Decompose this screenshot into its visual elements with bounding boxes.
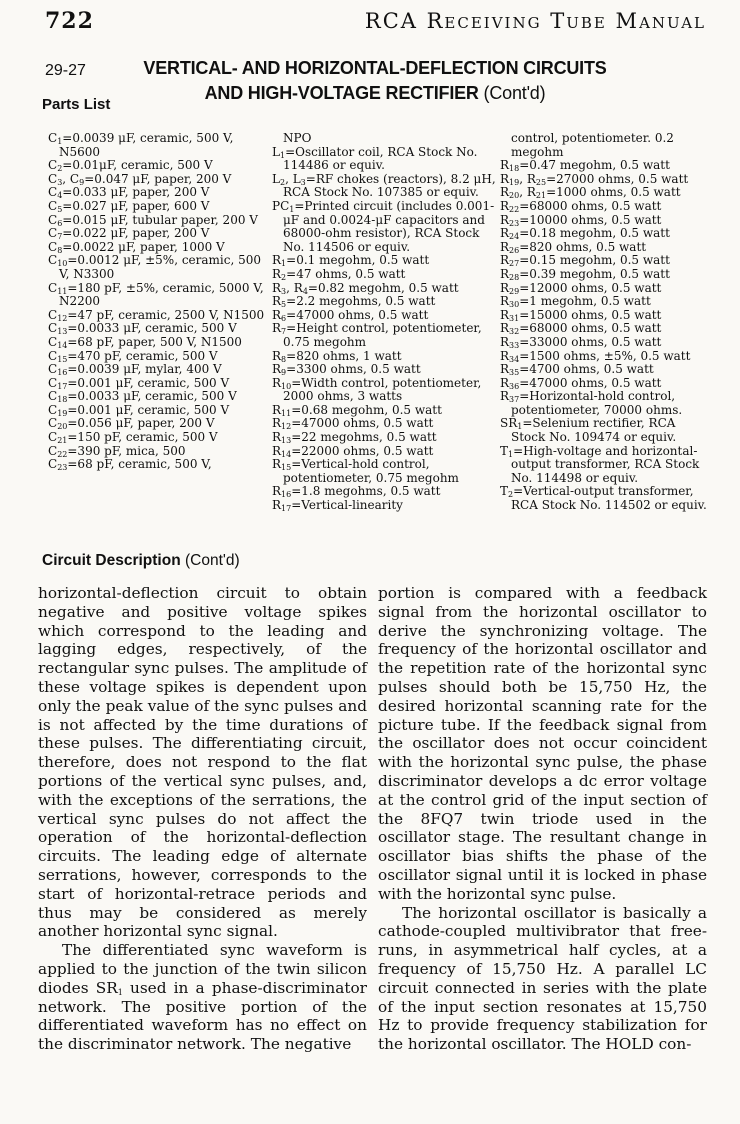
parts-list-heading: Parts List <box>42 96 111 113</box>
part-entry: $R_{31}=15000$ ohms, 0.5 watt <box>500 307 662 323</box>
part-entry: $R_{14}=22000$ ohms, 0.5 watt <box>272 443 434 459</box>
part-entry: $C_4=0.033$ μF, paper, 200 V <box>48 185 210 201</box>
part-entry: $C_8=0.0022$ μF, paper, 1000 V <box>48 239 225 255</box>
section-number: 29-27 <box>45 62 86 79</box>
part-entry: $R_{13}=22$ megohms, 0.5 watt <box>272 430 437 446</box>
part-entry: $C_{20}=0.056$ μF, paper, 200 V <box>48 416 215 432</box>
part-entry: $C_{13}=0.0033$ μF, ceramic, 500 V <box>48 321 237 337</box>
part-entry: $R_{28}=0.39$ megohm, 0.5 watt <box>500 266 670 282</box>
paragraph: portion is compared with a feedback signal from the horizontal oscillator to derive the synchronizing voltage. The frequency of the horizontal oscillator and the repetition rate of the horizontal sync pulses should both be 15,750 Hz, the desired horizontal scanning rate for the picture tube. If the feedback signal from the oscillator does not occur coincident with the horizontal sync pulse, the phase discriminator develops a dc error voltage at the control grid of the input section of the 8FQ7 twin triode used in the oscillator stage. The resultant change in oscillator bias shifts the phase of the oscillator signal until it is locked in phase with the horizontal sync pulse. <box>378 584 707 903</box>
manual-title: RCA Receiving Tube Manual <box>364 9 706 33</box>
part-entry: $R_5=2.2$ megohms, 0.5 watt <box>272 294 436 310</box>
circuit-description-contd-label: (Cont'd) <box>184 552 240 569</box>
part-entry: $C_1=0.0039$ μF, ceramic, 500 V, N5600 <box>48 131 234 159</box>
part-entry: $T_1=High$-voltage and horizontal-output transformer, RCA Stock No. 114498 or equiv. <box>500 443 700 485</box>
part-entry: $R_{27}=0.15$ megohm, 0.5 watt <box>500 253 670 269</box>
part-entry: $C_{18}=0.0033$ μF, ceramic, 500 V <box>48 389 237 405</box>
part-entry: $C_{19}=0.001$ μF, ceramic, 500 V <box>48 402 230 418</box>
part-entry: $C_{23}=68$ pF, ceramic, 500 V, <box>48 457 212 473</box>
part-entry: $R_{22}=68000$ ohms, 0.5 watt <box>500 198 662 214</box>
part-entry: $C_{14}=68$ pF, paper, 500 V, N1500 <box>48 334 242 350</box>
part-entry: $C_{21}=150$ pF, ceramic, 500 V <box>48 430 218 446</box>
part-entry: $R_{20}$, $R_{21}=1000$ ohms, 0.5 watt <box>500 185 681 201</box>
part-entry: $R_{10}=Width$ control, potentiometer, 2000 ohms, 3 watts <box>272 375 482 404</box>
parts-list-column-3 <box>500 132 708 513</box>
part-entry: $R_2=47$ ohms, 0.5 watt <box>272 266 406 282</box>
parts-list <box>48 132 708 513</box>
part-entry: $R_6=47000$ ohms, 0.5 watt <box>272 307 429 323</box>
paragraph: The horizontal oscillator is basically a cathode-coupled multivibrator that free-runs, in asymmetrical half cycles, at a frequency of 15,750 Hz. A parallel LC circuit connected in series with the plate of the input section resonates at 15,750 Hz to provide frequency stabilization for the horizontal oscillator. The HOLD con- <box>378 903 707 1054</box>
section-contd-label: (Cont'd) <box>483 83 546 103</box>
parts-list-column-1 <box>48 132 272 513</box>
part-entry: control, potentiometer. 0.2 megohm <box>511 131 674 159</box>
paragraph: The differentiated sync waveform is applied to the junction of the twin silicon diodes $SR_1$ used in a phase-discriminator network. The positive portion of the differentiated waveform has no effect on the discriminator network. The negative <box>38 941 367 1054</box>
parts-list-column-2 <box>272 132 500 513</box>
part-entry: $R_3$, $R_4=0.82$ megohm, 0.5 watt <box>272 280 459 296</box>
part-entry: $L_1=Oscillator$ coil, RCA Stock No. 114486 or equiv. <box>272 144 478 173</box>
part-entry: $C_6=0.015$ μF, tubular paper, 200 V <box>48 212 258 228</box>
part-entry: $C_{22}=390$ pF, mica, 500 <box>48 443 186 459</box>
section-heading <box>45 56 705 106</box>
circuit-description-body <box>38 584 707 1054</box>
circuit-description-heading <box>42 552 240 570</box>
section-title-line2 <box>45 81 705 106</box>
part-entry: $R_{32}=68000$ ohms, 0.5 watt <box>500 321 662 337</box>
part-entry: $R_{33}=33000$ ohms, 0.5 watt <box>500 334 662 350</box>
section-title-line2-text: AND HIGH-VOLTAGE RECTIFIER <box>204 83 479 103</box>
part-entry: $R_{11}=0.68$ megohm, 0.5 watt <box>272 402 442 418</box>
page-number: 722 <box>45 8 94 34</box>
description-column-1 <box>38 584 367 1054</box>
part-entry: $C_2=0.01\mu F$, ceramic, 500 V <box>48 158 213 174</box>
part-entry: $PC_1=Printed$ circuit (includes 0.001-μF and 0.0024-μF capacitors and 68000-ohm resistor), RCA Stock No. 114506 or equiv. <box>272 198 495 254</box>
part-entry: $R_{29}=12000$ ohms, 0.5 watt <box>500 280 662 296</box>
part-entry: $R_7=Height$ control, potentiometer, 0.75 megohm <box>272 321 482 349</box>
section-title-line1-text: VERTICAL- AND HORIZONTAL-DEFLECTION CIRCUITS <box>143 58 607 78</box>
part-entry: $T_2=Vertical$-output transformer, RCA Stock No. 114502 or equiv. <box>500 484 707 513</box>
part-entry: $C_{12}=47$ pF, ceramic, 2500 V, N1500 <box>48 307 265 323</box>
part-entry: $R_{16}=1.8$ megohms, 0.5 watt <box>272 484 441 500</box>
part-entry: $R_{37}=Horizontal$-hold control, potentiometer, 70000 ohms. <box>500 389 683 417</box>
part-entry: $R_1=0.1$ megohm, 0.5 watt <box>272 253 430 269</box>
part-entry: $L_2$, $L_3=RF$ chokes (reactors), 8.2 μH, RCA Stock No. 107385 or equiv. <box>272 171 496 200</box>
part-entry: $R_{30}=1$ megohm, 0.5 watt <box>500 294 651 310</box>
circuit-description-heading-text: Circuit Description <box>42 552 181 569</box>
part-entry: $R_{36}=47000$ ohms, 0.5 watt <box>500 375 662 391</box>
part-entry: $C_3$, $C_9=0.047$ μF, paper, 200 V <box>48 171 232 187</box>
paragraph: horizontal-deflection circuit to obtain negative and positive voltage spikes which correspond to the leading and lagging edges, respectively, of the rectangular sync pulses. The amplitude of these voltage spikes is dependent upon only the peak value of the sync pulses and is not affected by the time durations of these pulses. The differentiating circuit, therefore, does not respond to the flat portions of the vertical sync pulses, and, with the exceptions of the serrations, the vertical sync pulses do not affect the operation of the horizontal-deflection circuits. The leading edge of alternate serrations, however, corresponds to the start of horizontal-retrace periods and thus may be considered as merely another horizontal sync signal. <box>38 584 367 941</box>
part-entry: $R_{18}=0.47$ megohm, 0.5 watt <box>500 158 670 174</box>
part-entry: $C_{17}=0.001$ μF, ceramic, 500 V <box>48 375 230 391</box>
section-title-line1 <box>45 56 705 81</box>
part-entry: $R_{23}=10000$ ohms, 0.5 watt <box>500 212 662 228</box>
part-entry: $R_{12}=47000$ ohms, 0.5 watt <box>272 416 434 432</box>
part-entry: $R_{24}=0.18$ megohm, 0.5 watt <box>500 226 670 242</box>
part-entry: $R_8=820$ ohms, 1 watt <box>272 348 402 364</box>
part-entry: NPO <box>283 131 312 145</box>
part-entry: $R_{34}=1500$ ohms, ±5%, 0.5 watt <box>500 348 691 364</box>
part-entry: $C_{16}=0.0039$ μF, mylar, 400 V <box>48 362 222 378</box>
running-head <box>45 8 706 34</box>
part-entry: $R_{19}$, $R_{25}=27000$ ohms, 0.5 watt <box>500 171 689 187</box>
part-entry: $R_9=3300$ ohms, 0.5 watt <box>272 362 421 378</box>
part-entry: $R_{35}=4700$ ohms, 0.5 watt <box>500 362 654 378</box>
part-entry: $R_{17}=Vertical$-linearity <box>272 498 403 514</box>
part-entry: $C_{11}=180$ pF, ±5%, ceramic, 5000 V, N2200 <box>48 280 264 309</box>
part-entry: $C_5=0.027$ μF, paper, 600 V <box>48 198 210 214</box>
part-entry: $C_{10}=0.0012$ μF, ±5%, ceramic, 500 V, N3300 <box>48 253 262 281</box>
part-entry: $C_7=0.022$ μF, paper, 200 V <box>48 226 210 242</box>
description-column-2 <box>378 584 707 1054</box>
part-entry: $R_{15}=Vertical$-hold control, potentiometer, 0.75 megohm <box>272 457 459 485</box>
part-entry: $SR_1=Selenium$ rectifier, RCA Stock No. 109474 or equiv. <box>500 416 677 445</box>
part-entry: $C_{15}=470$ pF, ceramic, 500 V <box>48 348 218 364</box>
part-entry: $R_{26}=820$ ohms, 0.5 watt <box>500 239 647 255</box>
